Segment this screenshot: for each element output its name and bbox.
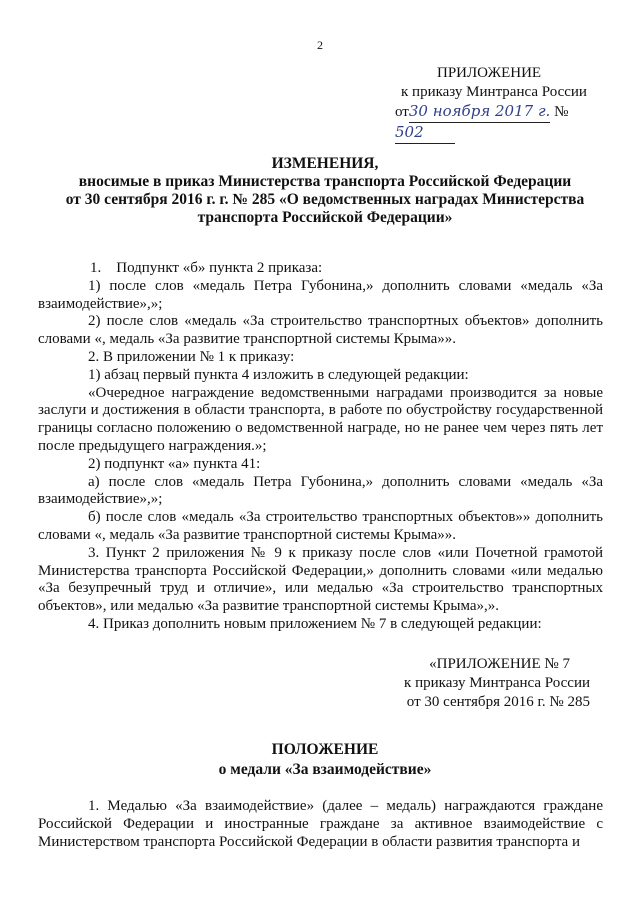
paragraph-9: б) после слов «медаль «За строительство транспортных объектов»» дополнить словами «, медаль «За развитие транспортной системы Крыма»». [38,509,603,543]
page-number: 2 [317,38,323,52]
regulation-body [38,798,603,851]
new-appendix-date: от 30 сентября 2016 г. № 285 [406,694,590,710]
changes-body [38,260,603,634]
new-appendix-order-ref: к приказу Минтранса России [404,675,590,691]
paragraph-8: а) после слов «медаль Петра Губонина,» дополнить словами «медаль «За взаимодействие»,»; [38,473,603,508]
paragraph-7: 2) подпункт «а» пункта 41: [88,455,261,472]
new-appendix-title: «ПРИЛОЖЕНИЕ № 7 [429,656,570,672]
appendix-order-ref: к приказу Минтранса России [401,84,587,100]
appendix-title: ПРИЛОЖЕНИЕ [437,65,542,81]
number-sign: № [554,104,569,120]
heading-title: ИЗМЕНЕНИЯ, [271,155,379,172]
paragraph-11: 4. Приказ дополнить новым приложением № 7 в следующей редакции: [88,615,542,632]
paragraph-1: 1. Подпункт «б» пункта 2 приказа: [90,260,323,276]
regulation-paragraph-1: 1. Медалью «За взаимодействие» (далее – медаль) награждаются граждане Российской Федерации и иностранные граждане за активное взаимодействие с Министерством транспорта Российской Федерации в области развития транспорта и [38,798,603,850]
heading-line-4: транспорта Российской Федерации» [197,209,453,226]
paragraph-2: 1) после слов «медаль Петра Губонина,» дополнить словами «медаль «За взаимодействие»,»; [38,277,603,312]
handwritten-number: 502 [395,123,424,141]
paragraph-10: 3. Пункт 2 приложения № 9 к приказу после слов «или Почетной грамотой Министерства транспорта Российской Федерации,» дополнить словами «или медалью «За безупречный труд и отличие», или медалью «За строительство транспортных объектов», или медалью «За развитие транспортной системы Крыма»,». [38,544,603,615]
paragraph-6: «Очередное награждение ведомственными наградами производится за новые заслуги и достижения в области транспорта, в работе по обустройству государственной границы согласно положению о ведомственной награде, но не ранее чем через пять лет после предыдущего награждения.»; [38,384,603,454]
heading-line-3: от 30 сентября 2016 г. г. № 285 «О ведомственных наградах Министерства [65,191,585,208]
paragraph-5: 1) абзац первый пункта 4 изложить в следующей редакции: [88,366,469,383]
date-prefix: от [395,104,409,120]
paragraph-3: 2) после слов «медаль «За строительство транспортных объектов» дополнить словами «, медаль «За развитие транспортной системы Крыма»». [38,313,603,348]
paragraph-4: 2. В приложении № 1 к приказу: [88,348,295,365]
heading-line-2: вносимые в приказ Министерства транспорта Российской Федерации [78,173,572,190]
regulation-title: ПОЛОЖЕНИЕ [271,741,379,758]
regulation-heading [40,740,610,780]
changes-heading [40,155,610,227]
appendix-date-line [395,102,595,144]
regulation-subtitle: о медали «За взаимодействие» [218,761,432,778]
appendix-header [395,64,595,144]
handwritten-date: 30 ноября 2017 г. [408,102,551,120]
new-appendix-header [400,655,610,712]
